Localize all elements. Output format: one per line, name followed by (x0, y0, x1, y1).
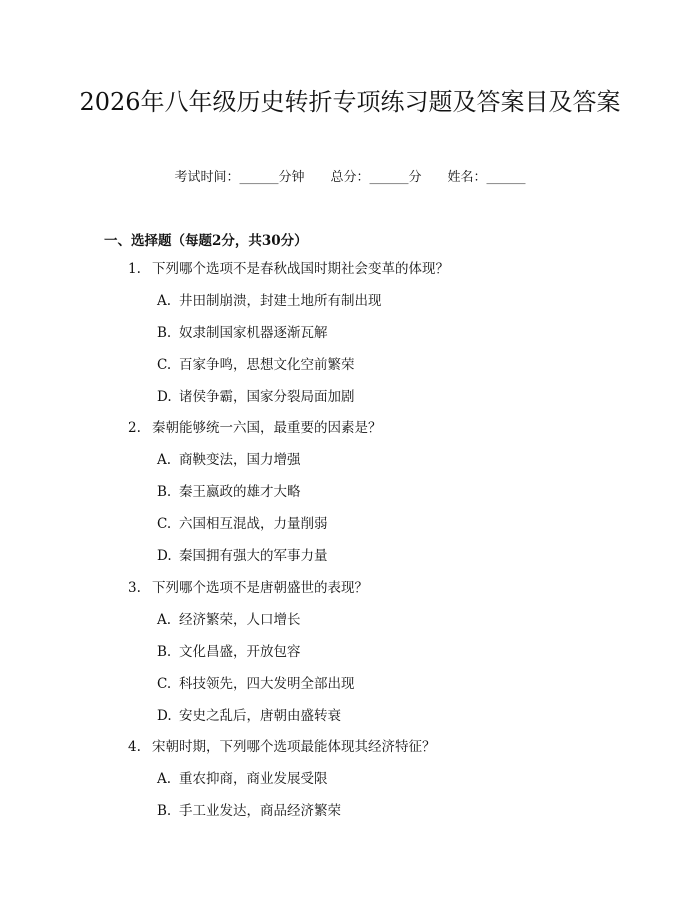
option-4a (157, 769, 328, 789)
option-text: 诸侯争霸，国家分裂局面加剧 (179, 389, 355, 405)
option-letter: B. (157, 484, 172, 500)
option-1c (157, 355, 355, 375)
question-3 (128, 578, 368, 598)
option-letter: D. (157, 548, 172, 564)
option-letter: A. (157, 612, 172, 628)
option-letter: A. (157, 771, 172, 787)
exam-time-label: 考试时间：______分钟 (174, 170, 305, 185)
question-4 (128, 737, 436, 757)
option-text: 经济繁荣，人口增长 (179, 612, 301, 628)
option-text: 商鞅变法，国力增强 (179, 452, 301, 468)
option-text: 文化昌盛，开放包容 (179, 644, 301, 660)
option-letter: B. (157, 325, 172, 341)
section-heading: 一、选择题（每题2分，共30分） (104, 233, 308, 249)
option-1d (157, 387, 355, 407)
question-number: 3. (128, 580, 141, 596)
question-text: 秦朝能够统一六国，最重要的因素是？ (152, 420, 382, 436)
question-1 (128, 259, 449, 279)
option-3d (157, 706, 341, 726)
student-name-label: 姓名：______ (447, 170, 526, 185)
option-1b (157, 323, 328, 343)
question-number: 1. (128, 261, 141, 277)
option-text: 科技领先，四大发明全部出现 (179, 676, 355, 692)
exam-meta (0, 168, 700, 188)
option-text: 奴隶制国家机器逐渐瓦解 (179, 325, 328, 341)
document-title: 2026年八年级历史转折专项练习题及答案目及答案 (79, 88, 621, 116)
total-score-label: 总分：______分 (330, 170, 422, 185)
question-number: 4. (128, 739, 141, 755)
option-letter: A. (157, 452, 172, 468)
option-letter: D. (157, 708, 172, 724)
option-letter: A. (157, 293, 172, 309)
option-letter: C. (157, 516, 172, 532)
question-number: 2. (128, 420, 141, 436)
option-letter: C. (157, 357, 172, 373)
question-text: 下列哪个选项不是春秋战国时期社会变革的体现？ (152, 261, 449, 277)
option-letter: C. (157, 676, 172, 692)
option-2c (157, 514, 328, 534)
option-letter: D. (157, 389, 172, 405)
option-letter: B. (157, 803, 172, 819)
option-2b (157, 482, 301, 502)
option-text: 六国相互混战，力量削弱 (179, 516, 328, 532)
option-1a (157, 291, 382, 311)
option-text: 井田制崩溃，封建土地所有制出现 (179, 293, 382, 309)
option-text: 百家争鸣，思想文化空前繁荣 (179, 357, 355, 373)
option-text: 秦国拥有强大的军事力量 (179, 548, 328, 564)
question-2 (128, 418, 382, 438)
question-text: 下列哪个选项不是唐朝盛世的表现？ (152, 580, 368, 596)
option-3b (157, 642, 301, 662)
option-3a (157, 610, 301, 630)
option-3c (157, 674, 355, 694)
option-text: 秦王嬴政的雄才大略 (179, 484, 301, 500)
option-letter: B. (157, 644, 172, 660)
option-text: 安史之乱后，唐朝由盛转衰 (179, 708, 341, 724)
question-text: 宋朝时期，下列哪个选项最能体现其经济特征？ (152, 739, 436, 755)
option-2d (157, 546, 328, 566)
option-4b (157, 801, 341, 821)
option-2a (157, 450, 301, 470)
option-text: 重农抑商，商业发展受限 (179, 771, 328, 787)
option-text: 手工业发达，商品经济繁荣 (179, 803, 341, 819)
